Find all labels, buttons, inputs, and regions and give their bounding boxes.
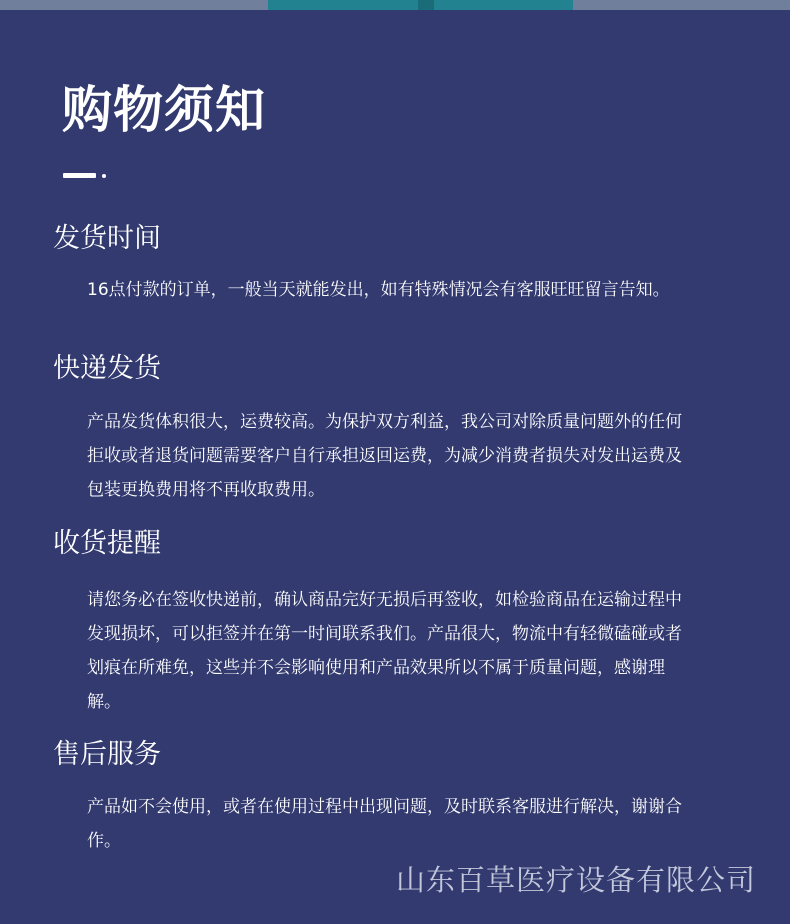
section-title-shipping-time: 发货时间 xyxy=(53,223,161,254)
title-underline-bar xyxy=(63,173,96,178)
top-image-strip xyxy=(0,0,790,10)
section-title-receipt-reminder: 收货提醒 xyxy=(53,528,161,559)
page-title: 购物须知 xyxy=(62,81,266,139)
company-name: 山东百草医疗设备有限公司 xyxy=(395,863,756,897)
title-underline-dot xyxy=(102,174,106,178)
section-body-receipt-reminder: 请您务必在签收快递前，确认商品完好无损后再签收，如检验商品在运输过程中发现损坏，可以拒签并在第一时间联系我们。产品很大，物流中有轻微磕碰或者划痕在所难免，这些并不会影响使用和产品效果所以不属于质量问题，感谢理解。 xyxy=(87,590,682,712)
section-title-express-delivery: 快递发货 xyxy=(53,353,161,384)
section-body-express-delivery: 产品发货体积很大，运费较高。为保护双方利益，我公司对除质量问题外的任何拒收或者退货问题需要客户自行承担返回运费，为减少消费者损失对发出运费及包装更换费用将不再收取费用。 xyxy=(87,412,682,500)
section-body-shipping-time: 16点付款的订单，一般当天就能发出，如有特殊情况会有客服旺旺留言告知。 xyxy=(87,280,670,300)
top-image-accent xyxy=(268,0,573,10)
section-body-after-sales: 产品如不会使用，或者在使用过程中出现问题，及时联系客服进行解决，谢谢合作。 xyxy=(87,797,682,851)
section-title-after-sales: 售后服务 xyxy=(53,739,161,770)
